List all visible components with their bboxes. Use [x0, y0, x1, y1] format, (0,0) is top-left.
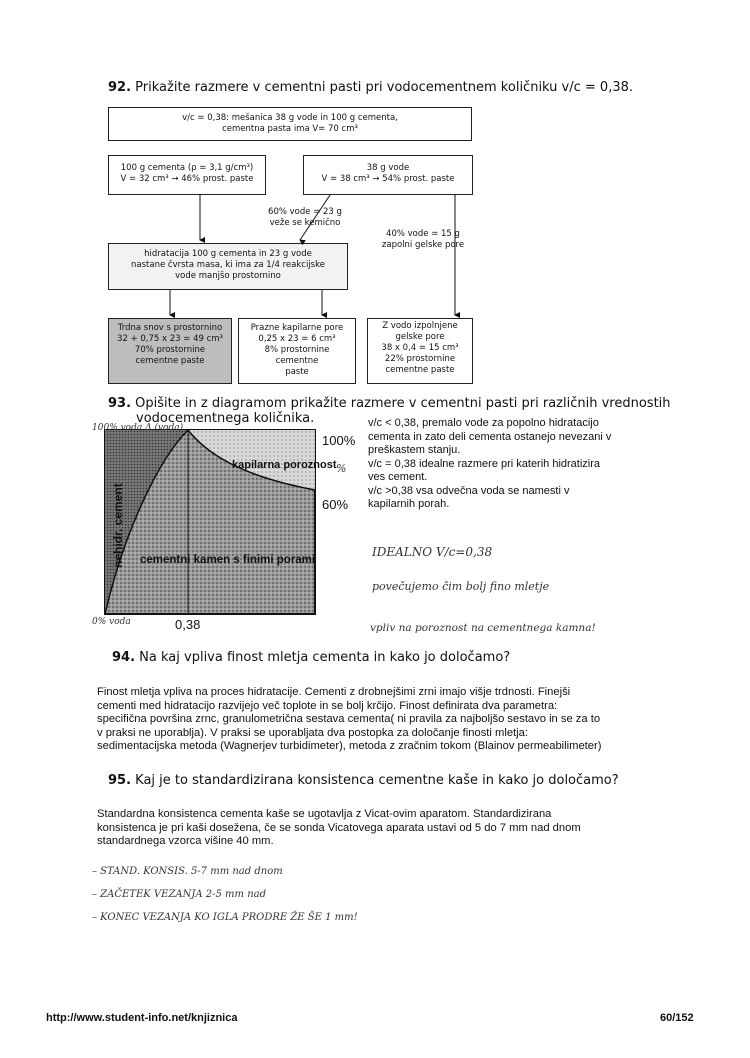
hand-ideal: IDEALNO V/c=0,38: [372, 545, 493, 559]
box-line: 38 x 0,4 = 15 cm³: [381, 343, 459, 353]
box-line: V = 32 cm³ → 46% prost. paste: [120, 174, 254, 184]
desc-line: cementa in zato deli cementa ostanejo nevezani v: [368, 430, 612, 443]
answer-line: Standardna konsistenca cementa kaše se ugotavlja z Vicat-ovim aparatom. Standardizirana: [97, 808, 552, 820]
question-95: [108, 773, 619, 788]
label-line: 60% vode = 23 g: [268, 207, 342, 217]
hydration-diagram: [100, 418, 370, 628]
desc-line: kapilarnih porah.: [368, 498, 450, 510]
footer-url[interactable]: http://www.student-info.net/knjiznica: [46, 1012, 238, 1024]
question-number: 94.: [112, 650, 136, 665]
hand-right: %: [336, 462, 347, 475]
desc-line: v/c >0,38 vsa odvečna voda se namesti v: [368, 484, 570, 497]
box-line: 8% prostornine cementne: [264, 345, 330, 366]
question-94: [112, 650, 510, 665]
hand-top: 100% voda Δ (voda): [92, 423, 184, 433]
q95-answer: [97, 808, 637, 849]
label-stone: cementni kamen s finimi porami: [140, 554, 316, 566]
box-line: paste: [285, 367, 309, 377]
question-text: Kaj je to standardizirana konsistenca cementne kaše in kako jo določamo?: [135, 773, 619, 788]
hand-line: – STAND. KONSIS. 5-7 mm nad dnom: [92, 866, 283, 877]
hand-line: – KONEC VEZANJA KO IGLA PRODRE ŽE ŠE 1 mm!: [92, 912, 358, 923]
box-line: Trdna snov s prostornino: [117, 323, 223, 333]
box-line: Prazne kapilarne pore: [250, 323, 344, 333]
hand-line3: vpliv na poroznost na cementnega kamna!: [370, 622, 596, 634]
answer-line: Finost mletja vpliva na proces hidratacije. Cementi z drobnejšimi zrni imajo višje trdnosti. Finejši: [97, 686, 571, 698]
box-line: v/c = 0,38: mešanica 38 g vode in 100 g cementa,: [182, 113, 398, 123]
box-line: 100 g cementa (ρ = 3,1 g/cm³): [120, 163, 254, 173]
arrow-water-hydration: [300, 195, 330, 240]
page-number: 60/152: [660, 1012, 694, 1024]
answer-line: v praksi ne uporablja). V praksi se uporabljata dva postopka za določanje finosti mletja:: [97, 726, 528, 739]
box-line: 0,25 x 23 = 6 cm³: [258, 334, 336, 344]
box-line: cementne paste: [385, 365, 455, 375]
box-line: cementna pasta ima V= 70 cm³: [222, 124, 358, 134]
label-line: zapolni gelske pore: [381, 240, 465, 250]
box-line: 38 g vode: [366, 163, 410, 173]
box-line: 70% prostornine: [134, 345, 206, 355]
box-line: nastane čvrsta masa, ki ima za 1/4 reakcijske: [131, 260, 325, 270]
box-line: 22% prostornine: [384, 354, 456, 364]
answer-line: sedimentacijska metoda (Wagnerjev turbidimeter), metoda z zračnim tokom (Blainov permeabilimeter): [97, 740, 602, 753]
label-unhydrated: nehidr. cement: [111, 483, 125, 568]
q95-handwritten: [92, 860, 358, 929]
box-line: 32 + 0,75 x 23 = 49 cm³: [117, 334, 223, 344]
desc-line: v/c = 0,38 idealne razmere pri katerih hidratizira: [368, 457, 601, 470]
question-text: Na kaj vpliva finost mletja cementa in kako jo določamo?: [139, 650, 511, 665]
desc-line: ves cement.: [368, 471, 428, 483]
q94-answer: [97, 686, 637, 754]
label-capillary: kapilarna poroznost: [232, 459, 337, 471]
label-line: veže se kemično: [269, 218, 341, 228]
question-text-cont: vodocementnega količnika.: [136, 411, 315, 426]
answer-line: cementi med hidratacijo razvijejo več toplote in se bolj krčijo. Finost definirata dva parametra:: [97, 699, 558, 712]
question-number: 95.: [108, 773, 132, 788]
answer-line: specifična površina zrnc, granulometrična sestava cementa( ni pravila za najboljšo sestavo in se za to: [97, 713, 601, 726]
hand-zero: 0% voda: [92, 617, 131, 627]
desc-line: preškastem stanju.: [368, 444, 461, 456]
hand-line: – ZAČETEK VEZANJA 2-5 mm nad: [92, 889, 266, 900]
box-line: gelske pore: [395, 332, 445, 342]
question-text: Prikažite razmere v cementni pasti pri vodocementnem količniku v/c = 0,38.: [135, 80, 634, 95]
flowchart-arrows: [0, 0, 750, 400]
box-line: vode manjšo prostornino: [175, 271, 281, 281]
label-038: 0,38: [175, 617, 201, 632]
answer-line: standardnega vzorca višine 40 mm.: [97, 835, 274, 848]
label-line: 40% vode = 15 g: [386, 229, 460, 239]
desc-line: v/c < 0,38, premalo vode za popolno hidratacijo: [368, 417, 599, 429]
box-line: Z vodo izpolnjene: [382, 321, 458, 331]
box-line: hidratacija 100 g cementa in 23 g vode: [144, 249, 312, 259]
q93-description: [368, 417, 636, 512]
box-line: cementne paste: [135, 356, 205, 366]
label-100: 100%: [322, 433, 356, 448]
question-number: 93.: [108, 396, 132, 411]
answer-line: konsistenca je pri kaši dosežena, če se sonda Vicatovega aparata ustavi od 5 do 7 mm nad dnom: [97, 821, 581, 834]
hand-line2: povečujemo čim bolj fino mletje: [372, 580, 550, 593]
question-number: 92.: [108, 80, 132, 95]
label-60: 60%: [322, 497, 349, 512]
question-text: Opišite in z diagramom prikažite razmere v cementni pasti pri različnih vrednostih: [135, 396, 671, 411]
box-line: V = 38 cm³ → 54% prost. paste: [321, 174, 455, 184]
